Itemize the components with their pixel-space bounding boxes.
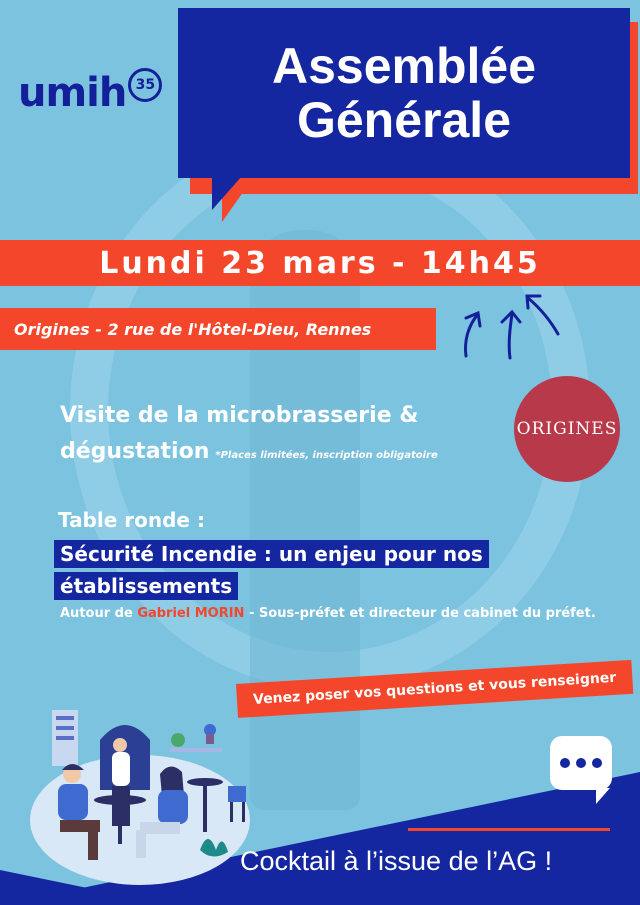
topic-line-2: établissements (54, 572, 238, 600)
location-banner: Origines - 2 rue de l'Hôtel-Dieu, Rennes (0, 308, 436, 350)
speaker-name: Gabriel MORIN (137, 606, 245, 621)
chat-dot (576, 758, 586, 768)
origines-logo: ORIGINES (514, 376, 620, 482)
visit-note: *Places limitées, inscription obligatoire (215, 450, 438, 461)
logo-number: 35 (128, 68, 162, 102)
visit-line-1: Visite de la microbrasserie & (60, 403, 419, 428)
table-ronde-heading: Table ronde : (58, 508, 205, 532)
topic-line-1: Sécurité Incendie : un enjeu pour nos (54, 540, 489, 568)
date-time-banner: Lundi 23 mars - 14h45 (0, 240, 640, 286)
chat-dot (592, 758, 602, 768)
chat-dot (560, 758, 570, 768)
title-line-2: Générale (296, 92, 511, 148)
cocktail-text: Cocktail à l’issue de l’AG ! (240, 846, 553, 876)
chat-bubble-icon (550, 736, 612, 790)
speaker-prefix: Autour de (60, 606, 133, 621)
visit-line-2: dégustation (60, 439, 210, 464)
cocktail-divider (408, 828, 610, 831)
speaker-suffix: - Sous-préfet et directeur de cabinet du préfet. (248, 606, 596, 621)
chat-bubble-tail (596, 788, 610, 804)
title-line-1: Assemblée (271, 38, 537, 94)
questions-banner: Venez poser vos questions et vous renseigner (236, 660, 633, 718)
logo-text: umih (18, 70, 127, 116)
